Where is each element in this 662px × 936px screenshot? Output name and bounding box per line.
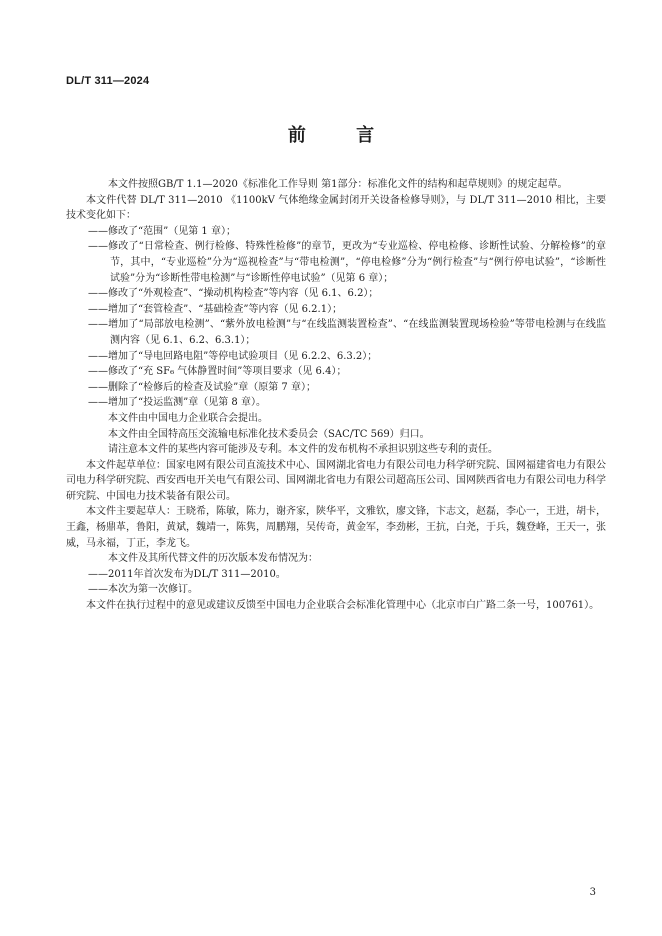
list-item: —— 增加了“投运监测”章（见第 8 章）。: [88, 395, 606, 411]
list-item: —— 增加了“套管检查”、“基础检查”等内容（见 6.2.1）；: [88, 302, 606, 318]
history-intro-paragraph: 本文件及其所代替文件的历次版本发布情况为：: [108, 553, 318, 565]
standard-code: DL/T 311—2024: [66, 75, 150, 87]
list-item: —— 修改了“日常检查、例行检修、特殊性检修”的章节，更改为“专业巡检、停电检修、诊断性试验、分解检修”的章节，其中，“专业巡检”分为“巡视检查”与“带电检测”，“停电检修”分为“例行检查”与“例行停电试验”，“诊断性试验”分为“诊断性带电检测”与“诊断性停电试验”（见第 6 章）；: [88, 239, 606, 286]
committee-paragraph: 本文件由全国特高压交流输电标准化技术委员会（SAC/TC 569）归口。: [108, 428, 430, 440]
list-item: —— 增加了“导电回路电阻”等停电试验项目（见 6.2.2、6.3.2）；: [88, 349, 606, 365]
list-item: —— 修改了“范围”（见第 1 章）；: [88, 224, 606, 240]
drafting-units-paragraph: 本文件起草单位：国家电网有限公司直流技术中心、国网湖北省电力有限公司电力科学研究院、国网福建省电力有限公司电力科学研究院、西安西电开关电气有限公司、国网湖北省电力有限公司超高压公司、国网陕西省电力有限公司电力科学研究院、中国电力技术装备有限公司。: [66, 459, 606, 502]
drafting-rule-paragraph: 本文件按照GB/T 1.1—2020《标准化工作导则 第1部分：标准化文件的结构和起草规则》的规定起草。: [108, 179, 568, 190]
page-number: 3: [589, 887, 596, 898]
page-title: 前 言: [287, 125, 397, 146]
list-item: —— 增加了“局部放电检测”、“紫外放电检测”与“在线监测装置检查”、“在线监测装置现场检验”等带电检测与在线监测内容（见 6.1、6.2、6.3.1）；: [88, 317, 606, 348]
list-item: —— 2011年首次发布为DL/T 311—2010。: [88, 567, 606, 583]
history-list: [88, 567, 606, 598]
list-item: —— 修改了“外观检查”、“操动机构检查”等内容（见 6.1、6.2）；: [88, 286, 606, 302]
list-item: —— 删除了“检修后的检查及试验”章（原第 7 章）；: [88, 380, 606, 396]
list-item: —— 本次为第一次修订。: [88, 582, 606, 598]
foreword-body: [66, 177, 606, 614]
proposer-paragraph: 本文件由中国电力企业联合会提出。: [108, 412, 268, 424]
feedback-paragraph: 本文件在执行过程中的意见或建议反馈至中国电力企业联合会标准化管理中心（北京市白广路二条一号，100761）。: [86, 600, 600, 612]
replacement-paragraph: 本文件代替 DL/T 311—2010 《1100kV 气体绝缘金属封闭开关设备检修导则》，与 DL/T 311—2010 相比，主要技术变化如下：: [66, 194, 606, 222]
changes-list: [88, 224, 606, 411]
patent-notice-paragraph: 请注意本文件的某些内容可能涉及专利。本文件的发布机构不承担识别这些专利的责任。: [108, 444, 498, 456]
list-item: —— 修改了“充 SF₆ 气体静置时间”等项目要求（见 6.4）；: [88, 364, 606, 380]
drafters-paragraph: 本文件主要起草人：王晓希，陈敏，陈力，谢齐家，陕华平，文雅钦，廖文锋，卞志文，赵磊，李心一，王进，胡卡，王鑫，杨鼎革，鲁阳，黄斌，魏靖一，陈隽，周鹏翔，吴传奇，黄金军，李劲彬，王抗，白尧，于兵，魏登峰，王天一，张威，马永福，丁正，李龙飞。: [66, 506, 606, 549]
